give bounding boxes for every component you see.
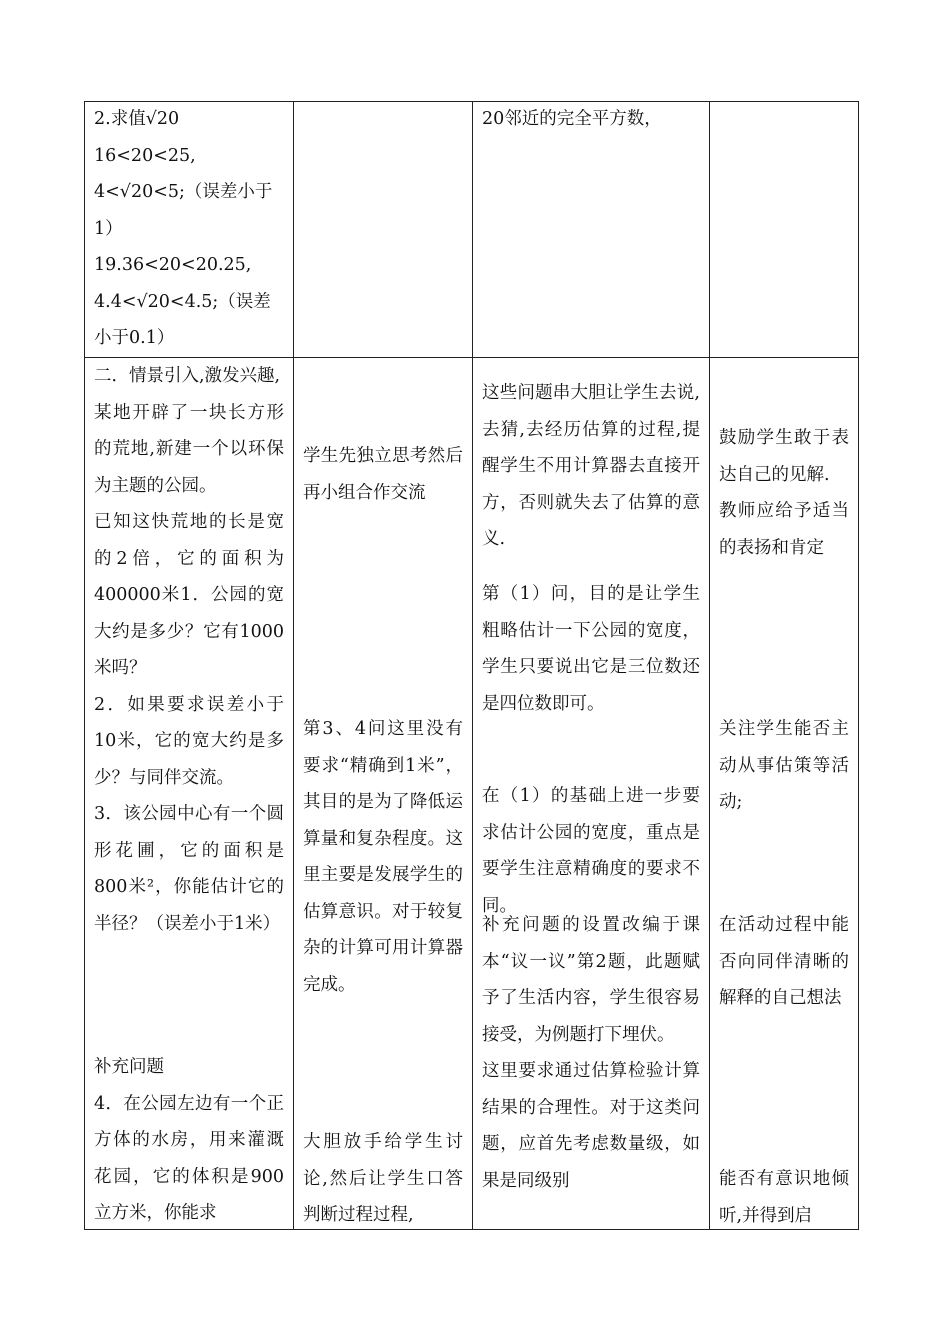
paragraph: 3．该公园中心有一个圆形花圃，它的面积是800米²，你能估计它的半径？（误差小于1米） <box>94 804 284 934</box>
text-line: 20邻近的完全平方数， <box>482 109 662 129</box>
paragraph: 这些问题串大胆让学生去说,去猜,去经历估算的过程,提醒学生不用计算器去直接开方，否则就失去了估算的意义. <box>482 383 700 549</box>
paragraph: 已知这快荒地的长是宽的2倍，它的面积为400000米1．公园的宽大约是多少？它有1000米吗？ <box>94 512 284 678</box>
paragraph: 在（1）的基础上进一步要求估计公园的宽度，重点是要学生注意精确度的要求不同。 <box>482 786 700 916</box>
cell-r1-student <box>294 102 473 358</box>
section-heading: 二．情景引入,激发兴趣, <box>94 366 281 386</box>
text-line: 4<√20<5;（误差小于 <box>94 182 273 202</box>
paragraph: 教师应给予适当的表扬和肯定 <box>719 501 849 558</box>
table-row <box>85 358 859 1230</box>
cell-r2-student <box>294 358 473 1230</box>
text-line: 1） <box>94 218 123 239</box>
paragraph: 2．如果要求误差小于10米，它的宽大约是多少？与同伴交流。 <box>94 694 284 788</box>
cell-r1-content <box>85 102 294 358</box>
table-row <box>85 102 859 358</box>
paragraph: 关注学生能否主动从事估策等活动; <box>719 719 849 812</box>
paragraph: 在活动过程中能否向同伴清晰的解释的自己想法 <box>719 915 849 1008</box>
supplement-heading: 补充问题 <box>94 1057 164 1077</box>
cell-r2-eval <box>710 358 859 1230</box>
text-line: 小于0.1） <box>94 328 175 348</box>
paragraph: 鼓励学生敢于表达自己的见解. <box>719 428 849 485</box>
paragraph: 学生先独立思考然后再小组合作交流 <box>303 446 463 503</box>
paragraph: 4．在公园左边有一个正方体的水房，用来灌溉花园，它的体积是900立方米，你能求 <box>94 1093 284 1223</box>
cell-r1-eval <box>710 102 859 358</box>
paragraph: 第（1）问，目的是让学生粗略估计一下公园的宽度，学生只要说出它是三位数还是四位数即可。 <box>482 584 700 714</box>
paragraph: 补充问题的设置改编于课本“议一议”第2题，此题赋予了生活内容，学生很容易接受，为例题打下埋伏。 <box>482 915 700 1045</box>
sqrt-problem-line: 2.求值√20 <box>94 109 180 129</box>
cell-r2-content <box>85 358 294 1230</box>
text-line: 4.4<√20<4.5;（误差 <box>94 291 271 312</box>
paragraph: 大胆放手给学生讨论,然后让学生口答判断过程过程, <box>303 1132 463 1225</box>
paragraph: 能否有意识地倾听,并得到启 <box>719 1169 849 1226</box>
cell-r1-intent <box>473 102 710 358</box>
text-line: 16<20<25, <box>94 145 196 166</box>
lesson-table <box>84 101 859 1230</box>
paragraph: 第3、4问这里没有要求“精确到1米”，其目的是为了降低运算量和复杂程度。这里主要是发展学生的估算意识。对于较复杂的计算可用计算器完成。 <box>303 719 463 995</box>
paragraph: 这里要求通过估算检验计算结果的合理性。对于这类问题，应首先考虑数量级，如果是同级别 <box>482 1061 700 1191</box>
paragraph: 某地开辟了一块长方形的荒地,新建一个以环保为主题的公园。 <box>94 402 284 496</box>
text-line: 19.36<20<20.25, <box>94 255 252 275</box>
cell-r2-intent <box>473 358 710 1230</box>
